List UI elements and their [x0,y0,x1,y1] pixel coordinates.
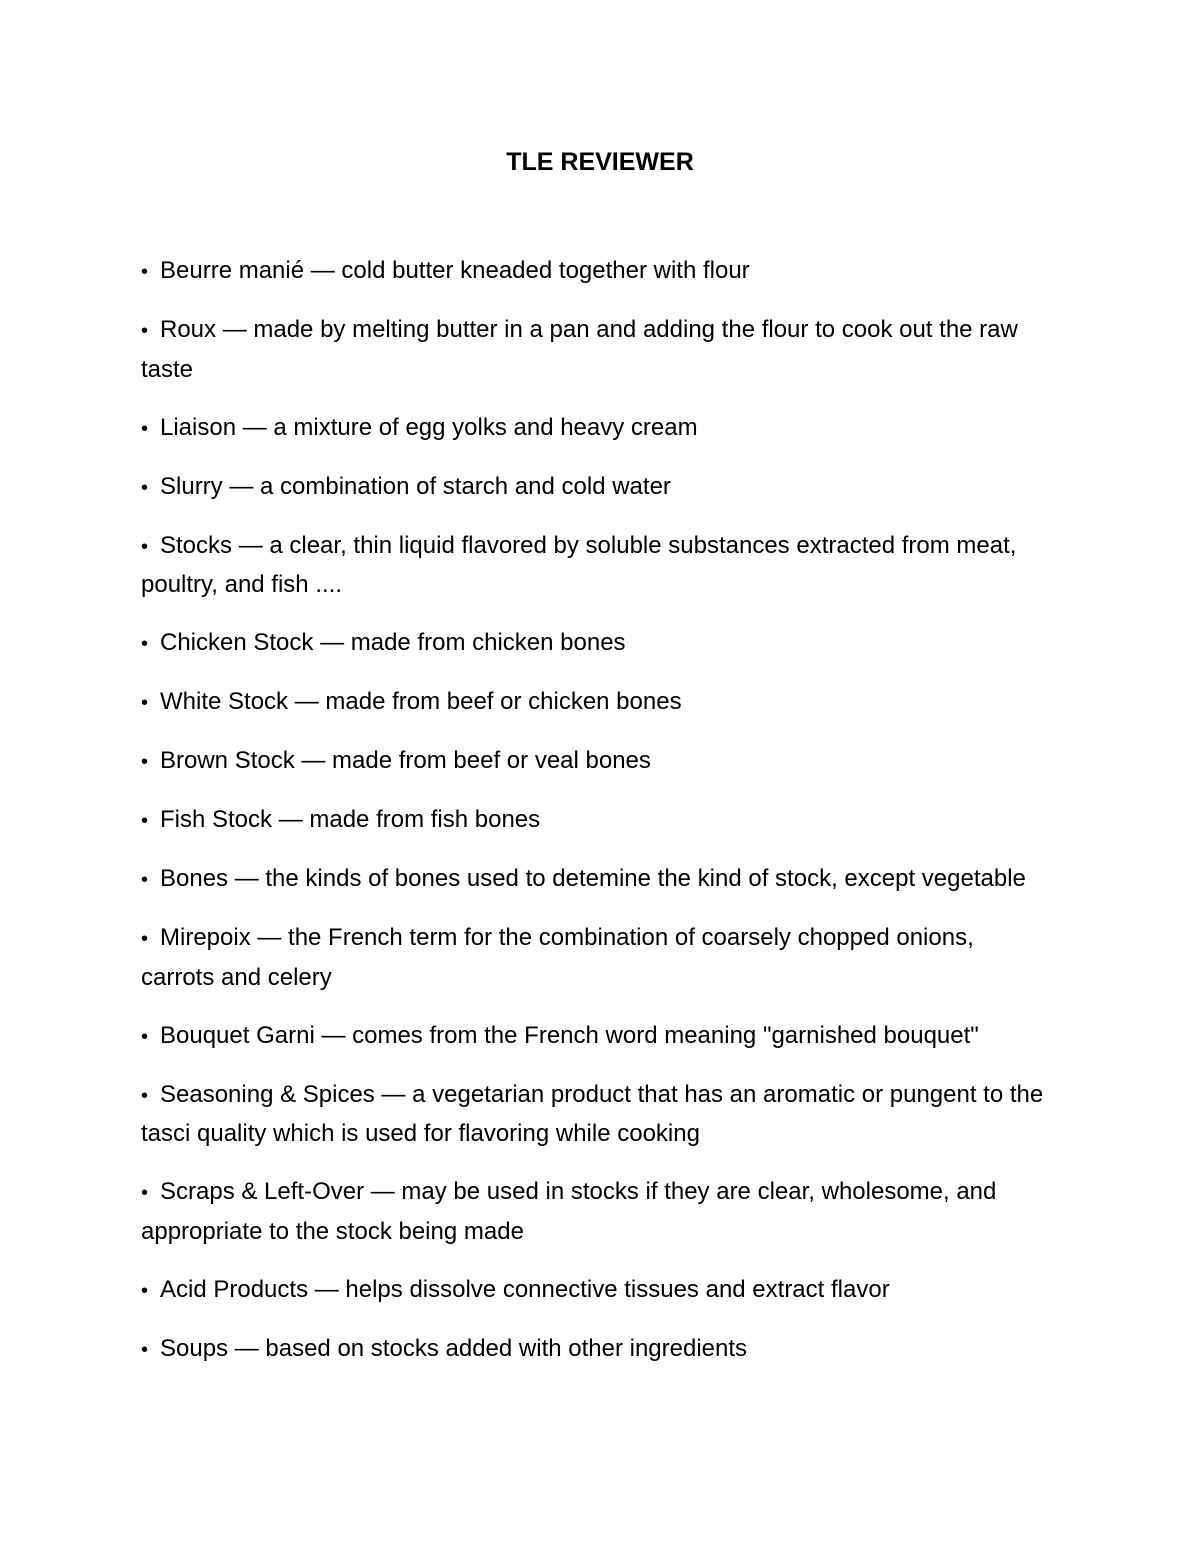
list-item-text: Beurre manié — cold butter kneaded together with flour [160,257,750,284]
list-item-text: Fish Stock — made from fish bones [160,806,541,833]
list-item-text: Acid Products — helps dissolve connective tissues and extract flavor [160,1275,890,1303]
list-item-text: Bones — the kinds of bones used to detemine the kind of stock, except vegetable [160,865,1026,892]
list-item [141,468,1046,508]
list-item-text: Slurry — a combination of starch and cold water [160,472,671,500]
bullet-icon: • [141,1182,149,1204]
list-item [141,742,1046,782]
list-item [141,1271,1046,1311]
list-item-text: Soups — based on stocks added with other ingredients [160,1334,748,1362]
bullet-icon: • [141,261,149,283]
bullet-icon: • [141,751,149,773]
list-item [141,683,1046,723]
list-item-text: Seasoning & Spices — a vegetarian product that has an aromatic or pungent to the tasci quality which is used for flavoring while cooking [141,1080,1044,1147]
document-title: TLE REVIEWER [506,148,694,176]
bullet-icon: • [141,633,149,655]
list-item [141,409,1046,449]
list-item [141,1017,1046,1057]
list-item [141,527,1046,605]
list-item [141,311,1046,389]
list-item-text: Chicken Stock — made from chicken bones [160,629,626,656]
list-item-text: Stocks — a clear, thin liquid flavored by soluble substances extracted from meat, poultry, and fish .... [141,531,1017,598]
bullet-icon: • [141,1025,149,1048]
list-item [141,1330,1046,1370]
bullet-icon: • [141,692,149,714]
bullet-icon: • [141,1338,149,1361]
list-item-text: Mirepoix — the French term for the combination of coarsely chopped onions, carrots and celery [141,924,974,991]
list-item [141,860,1046,900]
list-item [141,252,1046,292]
bullet-icon: • [141,535,149,558]
list-item-text: Bouquet Garni — comes from the French word meaning "garnished bouquet" [160,1021,979,1049]
list-item [141,624,1046,664]
list-item [141,919,1046,997]
list-item-text: Scraps & Left-Over — may be used in stocks if they are clear, wholesome, and appropriate to the stock being made [141,1178,997,1245]
bullet-icon: • [141,476,149,499]
bullet-icon: • [141,928,149,950]
list-item-text: Liaison — a mixture of egg yolks and heavy cream [160,413,698,441]
list-item [141,1076,1046,1154]
list-item-text: Roux — made by melting butter in a pan and adding the flour to cook out the raw taste [141,316,1018,383]
reviewer-list [141,252,1046,1389]
list-item-text: Brown Stock — made from beef or veal bones [160,747,651,774]
bullet-icon: • [141,417,149,440]
list-item [141,1173,1046,1251]
list-item-text: White Stock — made from beef or chicken bones [160,688,682,715]
bullet-icon: • [141,869,149,891]
list-item [141,801,1046,841]
bullet-icon: • [141,810,149,832]
bullet-icon: • [141,1279,149,1302]
bullet-icon: • [141,320,149,342]
bullet-icon: • [141,1084,149,1107]
